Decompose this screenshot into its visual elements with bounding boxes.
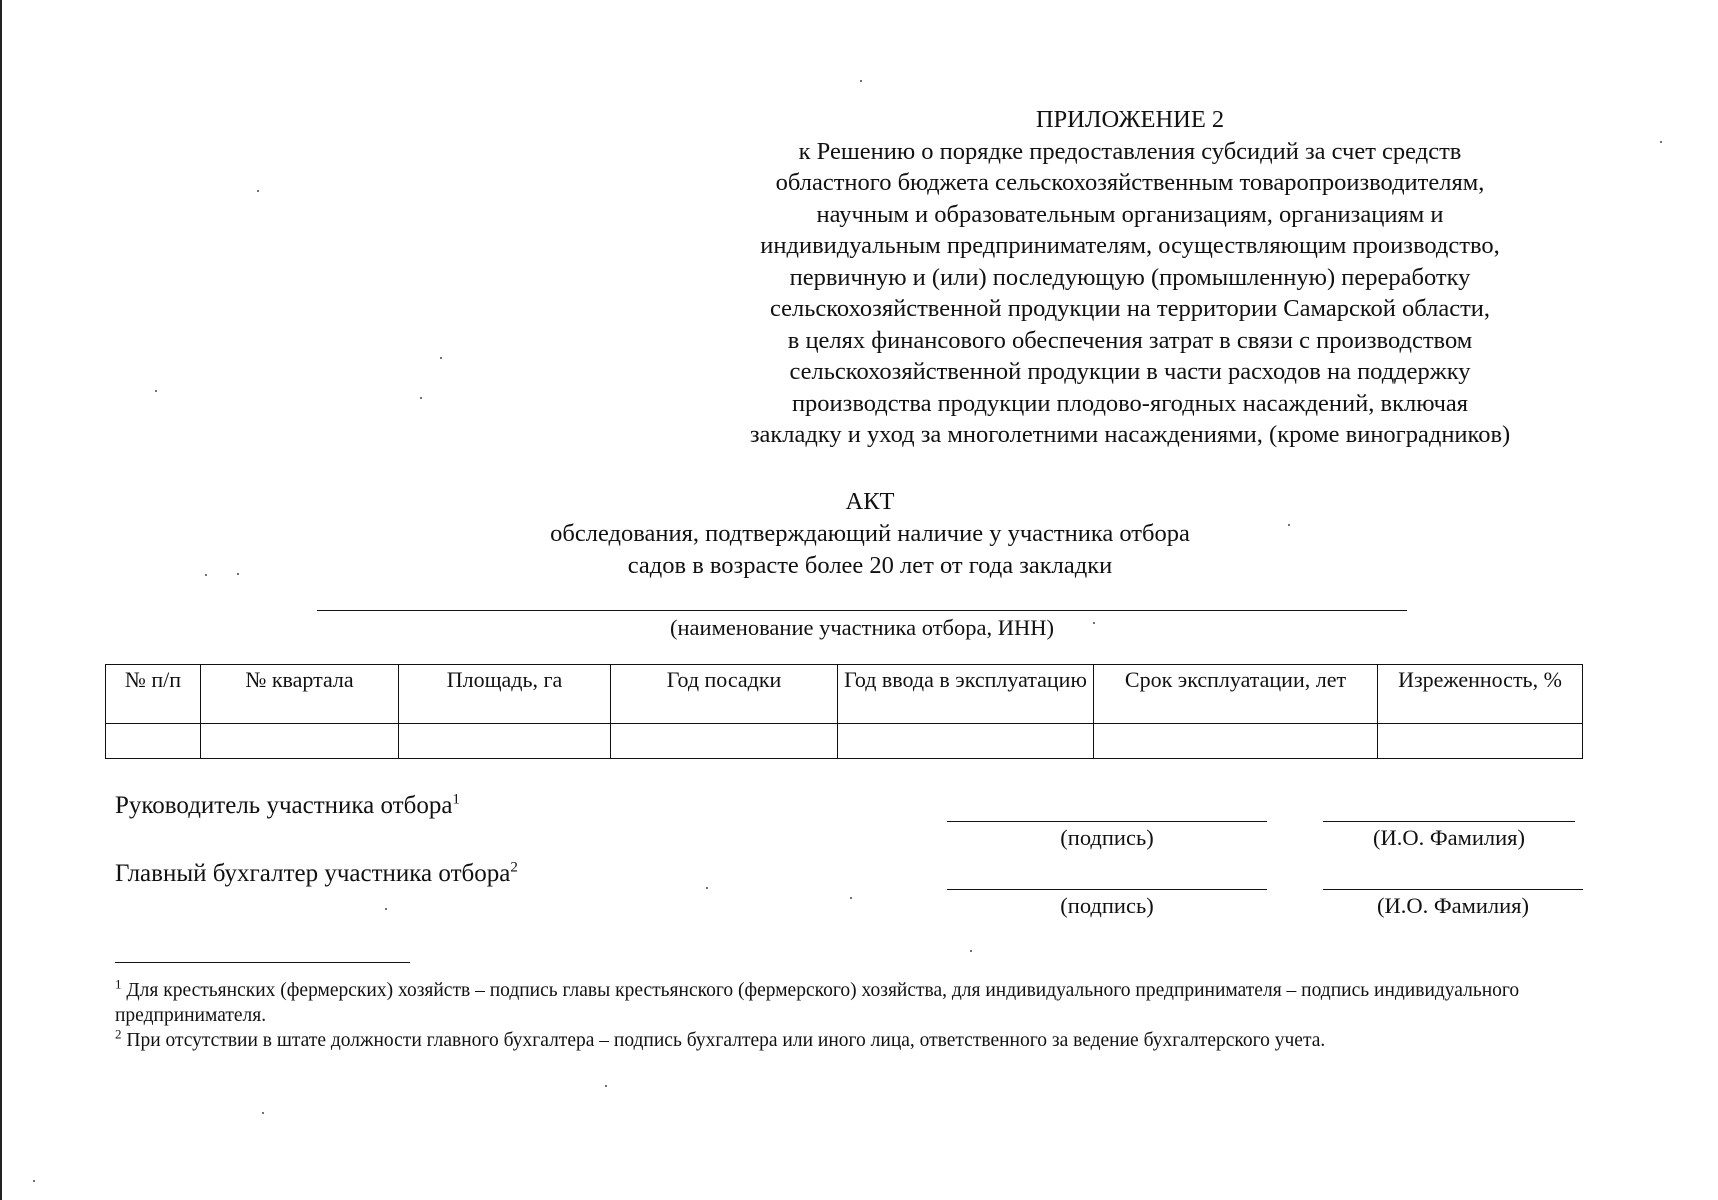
scan-speck [1288,524,1290,526]
act-title: АКТ [845,488,895,515]
head-signature-caption: (подпись) [1060,825,1154,850]
head-signature-field[interactable] [947,821,1267,822]
scan-speck [155,390,157,392]
column-header-commissioning-year: Год ввода в эксплуатацию [838,665,1094,724]
inspection-table [105,664,1583,759]
participant-name-field[interactable] [317,610,1407,611]
appendix-line: сельскохозяйственной продукции в части расходов на поддержку [789,358,1471,385]
scan-speck [420,397,422,399]
footnote-separator [115,962,410,963]
table-cell[interactable] [201,724,399,759]
table-cell[interactable] [106,724,201,759]
footnote-ref: 1 [452,791,460,808]
head-name-caption: (И.О. Фамилия) [1372,825,1526,850]
participant-name-caption: (наименование участника отбора, ИНН) [670,615,1054,640]
appendix-line: сельскохозяйственной продукции на территории Самарской области, [769,295,1491,322]
scan-speck [262,1112,264,1114]
footnote-marker: 2 [115,1026,122,1042]
footnote-marker: 1 [115,976,122,992]
scan-speck [237,573,239,575]
scan-speck [970,950,972,952]
scan-speck [706,887,708,889]
accountant-signature-caption: (подпись) [1060,893,1154,918]
scan-speck [850,897,852,899]
act-subtitle-line: садов в возрасте более 20 лет от года закладки [627,552,1113,579]
column-header-block: № квартала [201,665,399,724]
scan-speck [1660,141,1662,143]
appendix-title: ПРИЛОЖЕНИЕ 2 [1035,106,1225,133]
table-cell[interactable] [399,724,611,759]
appendix-header [680,104,1580,451]
appendix-line: областного бюджета сельскохозяйственным товаропроизводителям, [775,169,1485,196]
table-cell[interactable] [1378,724,1583,759]
act-heading [330,486,1410,582]
accountant-signature-field[interactable] [947,889,1267,890]
footnote-1 [115,978,1615,1028]
appendix-line: закладку и уход за многолетними насаждениями, (кроме виноградников) [749,421,1511,448]
scan-speck [205,574,207,576]
scan-speck [860,80,862,82]
column-header-service-life: Срок эксплуатации, лет [1094,665,1378,724]
act-subtitle-line: обследования, подтверждающий наличие у участника отбора [550,520,1190,547]
table-header-row [106,665,1583,724]
appendix-line: в целях финансового обеспечения затрат в связи с производством [787,326,1473,354]
footnotes [115,978,1615,1053]
footnote-text: При отсутствии в штате должности главного бухгалтера – подпись бухгалтера или иного лица, ответственного за ведение бухгалтерского учета. [121,1030,1326,1051]
scan-speck [605,1085,607,1087]
accountant-signatory-text: Главный бухгалтер участника отбора [115,860,511,887]
head-signatory-text: Руководитель участника отбора [115,792,453,819]
scan-speck [440,357,442,359]
column-header-number: № п/п [106,665,201,724]
accountant-name-caption: (И.О. Фамилия) [1376,893,1530,918]
column-header-sparseness: Изреженность, % [1378,665,1583,724]
appendix-line: производства продукции плодово-ягодных насаждений, включая [791,389,1469,417]
table-row [106,724,1583,759]
scan-speck [33,1180,35,1182]
footnote-2 [115,1028,1615,1053]
head-name-field[interactable] [1323,821,1575,822]
accountant-signatory-label [115,859,518,889]
accountant-name-field[interactable] [1323,889,1583,890]
footnote-ref: 2 [510,859,518,876]
appendix-line: к Решению о порядке предоставления субсидий за счет средств [798,137,1462,165]
appendix-line: научным и образовательным организациям, организациям и [816,200,1444,228]
table-cell[interactable] [838,724,1094,759]
footnote-text: Для крестьянских (фермерских) хозяйств – подпись главы крестьянского (фермерского) хозяйства, для индивидуального предпринимателя – подпись индивидуального предпринимателя. [115,980,1520,1026]
head-signatory-label [115,791,460,821]
scan-speck [385,908,387,910]
column-header-area: Площадь, га [399,665,611,724]
table-cell[interactable] [611,724,838,759]
table-cell[interactable] [1094,724,1378,759]
appendix-line: первичную и (или) последующую (промышленную) переработку [789,263,1471,291]
appendix-line: индивидуальным предпринимателям, осуществляющим производство, [760,232,1500,259]
scan-speck [257,190,259,192]
column-header-planting-year: Год посадки [611,665,838,724]
scan-speck [1093,622,1095,624]
scan-edge [0,0,2,1200]
